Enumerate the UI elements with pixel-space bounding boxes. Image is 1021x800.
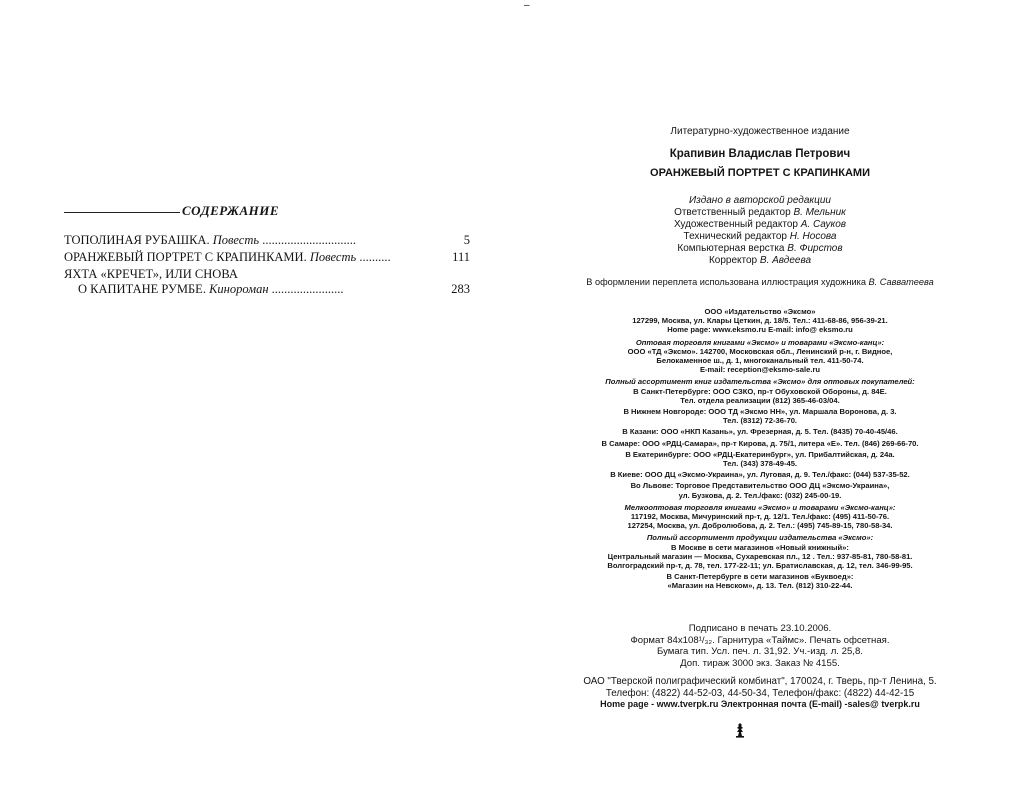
cover-note: В оформлении переплета использована иллюстрация художника В. Савватеева [586, 277, 934, 288]
publisher-line: 117192, Москва, Мичуринский пр-т, д. 12/1. Тел./факс: (495) 411-50-76. [630, 512, 890, 522]
printer-phones: Телефон: (4822) 44-52-03, 44-50-34, Телефон/факс: (4822) 44-42-15 [605, 687, 915, 699]
toc-entry-title: ОРАНЖЕВЫЙ ПОРТРЕТ С КРАПИНКАМИ. [64, 250, 307, 264]
print-info [560, 623, 960, 669]
section-heading: Оптовая торговля книгами «Эксмо» и товарами «Эксмо-канц»: [635, 337, 885, 347]
toc-entry-1 [64, 233, 470, 248]
book-title: ОРАНЖЕВЫЙ ПОРТРЕТ С КРАПИНКАМИ [650, 167, 870, 179]
publisher-block [560, 307, 960, 591]
print-run: Доп. тираж 3000 экз. Заказ № 4155. [680, 657, 840, 669]
toc-entry-title: ТОПОЛИНАЯ РУБАШКА. [64, 233, 210, 247]
publisher-name: ООО «Издательство «Эксмо» [704, 307, 816, 316]
publisher-line: Центральный магазин — Москва, Сухаревская пл., 12 . Тел.: 937-85-81, 780-58-81. [607, 551, 913, 561]
publisher-line: В Екатеринбурге: ООО «РДЦ-Екатеринбург», ул. Прибалтийская, д. 24а. [625, 449, 895, 459]
toc-page-number: 283 [451, 282, 470, 296]
publisher-line: В Москве в сети магазинов «Новый книжный»: [671, 542, 849, 552]
printer-name: ОАО "Тверской полиграфический комбинат", 170024, г. Тверь, пр-т Ленина, 5. [583, 676, 937, 687]
toc-heading [64, 203, 464, 219]
author-name: Крапивин Владислав Петрович [669, 148, 851, 160]
print-paper: Бумага тип. Усл. печ. л. 31,92. Уч.-изд. л. 25,8. [657, 646, 863, 657]
publisher-line: E-mail: reception@eksmo-sale.ru [699, 365, 821, 375]
publisher-line: Тел. (8312) 72-36-70. [722, 416, 798, 426]
publisher-line: В Санкт-Петербурге в сети магазинов «Буквоед»: [666, 572, 854, 582]
print-signed: Подписано в печать 23.10.2006. [688, 623, 832, 634]
publisher-line: ул. Бузкова, д. 2. Тел./факс: (032) 245-00-19. [678, 490, 842, 500]
toc-leader-dots: .......... [359, 250, 391, 264]
toc-page-number: 111 [452, 250, 470, 264]
publisher-line: Тел. отдела реализации (812) 365-46-03/04. [680, 395, 840, 405]
toc-entry-title-line2: О КАПИТАНЕ РУМБЕ. [78, 282, 206, 296]
toc-leader-dots: ....................... [271, 282, 344, 296]
publisher-line: Волгоградский пр-т, д. 78, тел. 177-22-11; ул. Братиславская, д. 12, тел. 346-99-95. [607, 561, 913, 571]
publisher-line: В Самаре: ООО «РДЦ-Самара», пр-т Кирова, д. 75/1, литера «Е». Тел. (846) 269-66-70. [601, 438, 919, 448]
section-heading: Мелкооптовая торговля книгами «Эксмо» и товарами «Эксмо-канц»: [624, 502, 896, 512]
toc-heading-rule [64, 212, 180, 213]
publisher-line: В Киеве: ООО ДЦ «Эксмо-Украина», ул. Луговая, д. 9. Тел./факс: (044) 537-35-52. [610, 470, 910, 480]
toc-title: СОДЕРЖАНИЕ [182, 203, 280, 218]
credit-line: Ответственный редактор В. Мельник [674, 207, 846, 218]
edition-type: Литературно-художественное издание [670, 126, 850, 137]
toc-entry-title-line1: ЯХТА «КРЕЧЕТ», ИЛИ СНОВА [64, 267, 238, 281]
publisher-line: ООО «ТД «Эксмо». 142700, Московская обл., Ленинский р-н, г. Видное, [627, 346, 893, 356]
toc-entry-genre: Повесть [309, 250, 357, 264]
printer-web: Home page - www.tverpk.ru Электронная почта (E-mail) -sales@ tverpk.ru [600, 699, 920, 709]
publisher-line: 127254, Москва, ул. Добролюбова, д. 2. Тел.: (495) 745-89-15, 780-58-34. [627, 521, 893, 531]
toc-entry-3 [64, 267, 470, 297]
publisher-line: Home page: www.eksmo.ru E-mail: info@ eksmo.ru [667, 325, 853, 335]
credit-line: Художественный редактор А. Сауков [673, 219, 847, 231]
top-mark: – [524, 0, 530, 11]
printer-logo-icon [733, 722, 747, 738]
toc-leader-dots: .............................. [262, 233, 356, 247]
imprint-header [560, 125, 960, 288]
section-heading: Полный ассортимент продукции издательства «Эксмо»: [646, 533, 874, 543]
credit-line: Корректор В. Авдеева [708, 255, 812, 267]
toc-entry-2 [64, 250, 470, 265]
publisher-line: Белокаменное ш., д. 1, многоканальный тел. 411-50-74. [656, 356, 864, 366]
section-heading: Полный ассортимент книг издательства «Эксмо» для оптовых покупателей: [605, 377, 915, 387]
publisher-line: «Магазин на Невском», д. 13. Тел. (812) 310-22-44. [667, 581, 853, 591]
printer-info [560, 676, 960, 711]
toc-entry-genre: Повесть [212, 233, 260, 247]
publisher-line: Во Львове: Торговое Представительство ООО ДЦ «Эксмо-Украина», [630, 481, 890, 491]
publisher-line: 127299, Москва, ул. Клары Цеткин, д. 18/5. Тел.: 411-68-86, 956-39-21. [632, 316, 888, 326]
credit-line: Технический редактор Н. Носова [683, 231, 837, 243]
credit-line: Компьютерная верстка В. Фирстов [677, 243, 843, 255]
toc-entry-genre: Кинороман [209, 282, 269, 296]
publisher-line: Тел. (343) 378-49-45. [722, 459, 798, 469]
publisher-line: В Казани: ООО «НКП Казань», ул. Фрезерная, д. 5. Тел. (8435) 70-40-45/46. [622, 427, 898, 437]
print-format: Формат 84x108¹/₃₂. Гарнитура «Таймс». Печать офсетная. [630, 634, 890, 646]
edition-note: Издано в авторской редакции [689, 195, 831, 206]
toc-page-number: 5 [463, 233, 470, 247]
credits-list [560, 207, 960, 267]
publisher-line: В Нижнем Новгороде: ООО ТД «Эксмо НН», ул. Маршала Воронова, д. 3. [623, 407, 897, 417]
publisher-line: В Санкт-Петербурге: ООО СЗКО, пр-т Обуховской Обороны, д. 84Е. [633, 386, 887, 396]
